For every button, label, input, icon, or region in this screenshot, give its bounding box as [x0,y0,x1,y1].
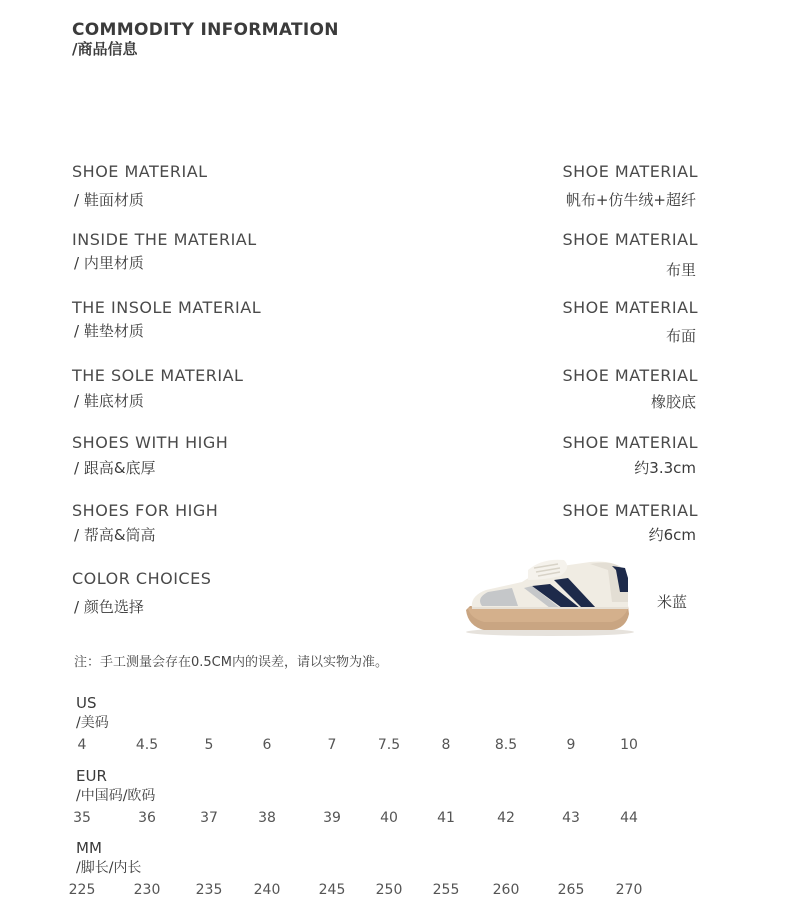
spec-value-cn: 布里 [665,261,696,279]
spec-label-cn: / 鞋垫材质 [74,322,144,340]
spec-row-heel-height [72,433,700,483]
spec-label-cn: / 跟高&底厚 [74,459,156,477]
size-cell-eur: 40 [380,810,398,826]
spec-row-upper-height [72,501,700,551]
size-cell-us: 5 [204,737,214,753]
size-cell-mm: 225 [68,882,96,898]
size-cell-eur: 35 [73,810,91,826]
spec-value-en: SHOE MATERIAL [562,298,698,317]
spec-label-cn: / 内里材质 [74,254,144,272]
size-cell-mm: 260 [492,882,520,898]
color-value: 米蓝 [657,593,688,611]
size-title-mm: MM [76,839,102,857]
size-cell-us: 4 [77,737,87,753]
size-cell-mm: 270 [615,882,643,898]
spec-value-cn: 帆布+仿牛绒+超纤 [565,191,696,209]
spec-value-cn: 橡胶底 [650,393,696,411]
size-cell-eur: 39 [323,810,341,826]
size-cell-mm: 240 [253,882,281,898]
size-cell-eur: 41 [437,810,455,826]
size-cell-us: 8 [441,737,451,753]
color-choices-label-cn: / 颜色选择 [74,598,144,616]
size-cell-mm: 245 [318,882,346,898]
spec-row-lining-material [72,230,700,280]
spec-row-insole-material [72,298,700,348]
size-cell-us: 9 [566,737,576,753]
size-subtitle-eur: /中国码/欧码 [76,788,156,804]
sneaker-product-image [462,556,637,638]
spec-label-en: THE INSOLE MATERIAL [72,298,262,317]
size-cell-us: 4.5 [135,737,159,753]
spec-row-sole-material [72,366,700,416]
size-cell-mm: 265 [557,882,585,898]
spec-label-en: INSIDE THE MATERIAL [72,230,257,249]
spec-label-cn: / 帮高&筒高 [74,526,156,544]
spec-label-cn: / 鞋面材质 [74,191,144,209]
spec-label-cn: / 鞋底材质 [74,392,144,410]
spec-label-en: SHOES WITH HIGH [72,433,229,452]
spec-value-cn: 布面 [665,327,696,345]
spec-value-cn: 约3.3cm [634,459,696,477]
spec-row-upper-material [72,162,700,212]
size-title-us: US [76,694,97,712]
spec-label-en: THE SOLE MATERIAL [72,366,244,385]
size-title-eur: EUR [76,767,107,785]
size-cell-mm: 235 [195,882,223,898]
measurement-note: 注：手工测量会存在0.5CM内的误差，请以实物为准。 [74,655,388,670]
color-choices-label-en: COLOR CHOICES [72,569,212,588]
size-subtitle-us: /美码 [76,715,109,731]
size-cell-us: 7 [327,737,337,753]
spec-value-en: SHOE MATERIAL [562,230,698,249]
header-title-en: COMMODITY INFORMATION [72,20,339,40]
size-cell-eur: 42 [497,810,515,826]
size-cell-eur: 44 [620,810,638,826]
size-cell-eur: 38 [258,810,276,826]
spec-value-en: SHOE MATERIAL [562,501,698,520]
spec-value-cn: 约6cm [648,526,696,544]
size-cell-mm: 255 [432,882,460,898]
size-cell-eur: 36 [138,810,156,826]
size-cell-eur: 37 [200,810,218,826]
size-subtitle-mm: /脚长/内长 [76,860,142,876]
size-cell-us: 6 [262,737,272,753]
size-cell-mm: 230 [133,882,161,898]
size-cell-mm: 250 [375,882,403,898]
spec-value-en: SHOE MATERIAL [562,366,698,385]
size-cell-us: 7.5 [377,737,401,753]
spec-label-en: SHOE MATERIAL [72,162,208,181]
size-cell-us: 10 [620,737,638,753]
size-cell-us: 8.5 [494,737,518,753]
spec-value-en: SHOE MATERIAL [562,433,698,452]
spec-value-en: SHOE MATERIAL [562,162,698,181]
spec-label-en: SHOES FOR HIGH [72,501,219,520]
size-cell-eur: 43 [562,810,580,826]
header-title-cn: /商品信息 [72,40,138,58]
